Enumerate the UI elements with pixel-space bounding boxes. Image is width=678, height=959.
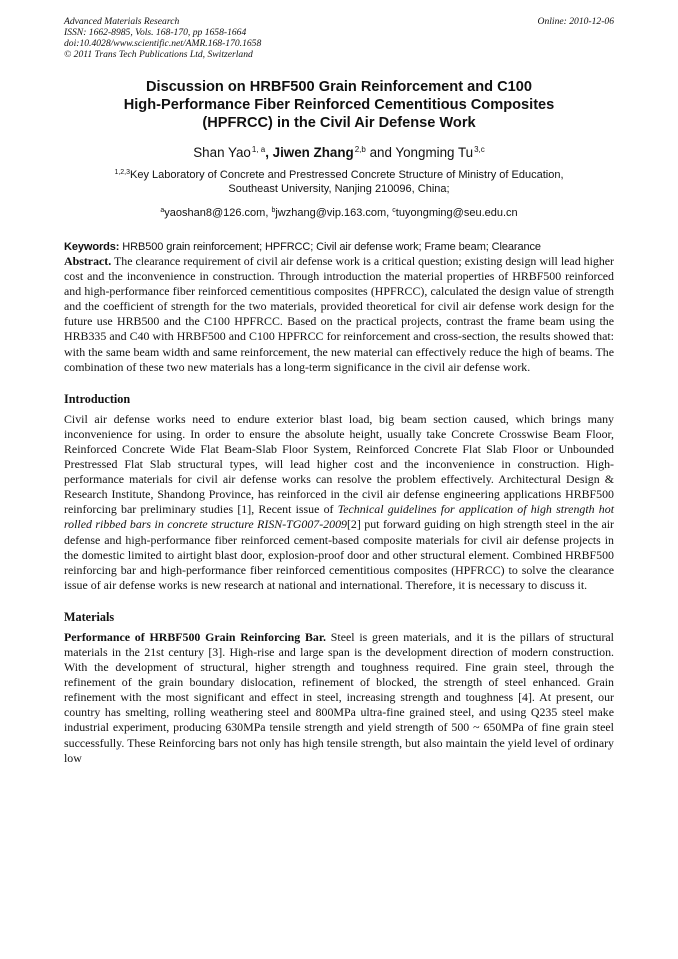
- copyright-line: © 2011 Trans Tech Publications Ltd, Switzerland: [64, 49, 253, 60]
- doi-line: doi:10.4028/www.scientific.net/AMR.168-170.1658: [64, 38, 262, 49]
- author-list: [64, 142, 614, 161]
- affiliation-line-1: Key Laboratory of Concrete and Prestressed Concrete Structure of Ministry of Education,: [130, 169, 564, 181]
- abstract: [64, 254, 614, 375]
- online-date: Online: 2010-12-06: [537, 16, 614, 27]
- intro-text-2: [2] put forward guiding on high strength steel in the air defense and high-performance fiber reinforced cement-based composite materials for civil air defense projects in the domestic limited to airtight blast door, explosion-proof door and other structural element. Combined HRBF500 reinforcing bar and high-performance fiber reinforced cementitious composites (HPFRCC) to solve the clearance issue of air defense works is new research at national and international. Therefore, it is necessary to discuss it.: [64, 517, 615, 592]
- affiliation: [64, 166, 614, 196]
- journal-header: [64, 16, 614, 60]
- journal-name: Advanced Materials Research: [64, 16, 180, 27]
- intro-text-1: Civil air defense works need to endure exterior blast load, big beam section caused, which brings many inconvenience for using. In order to ensure the absolute height, usually take Concrete Crosswise Beam Floor, Reinforced Concrete Wide Flat Beam-Slab Floor System, Reinforced Concrete Flat Slab Floor or Unbounded Prestressed Flat Slab structural types, will lead higher cost and the inconvenience in construction. High-performance materials for civil air defense works can resolve the problem effectively. Architectural Design & Research Institute, Shandong Province, has reinforced in the civil air defense engineering applications HRBF500 reinforcing bar preliminary studies [1], Recent issue of: [64, 411, 614, 517]
- email-a[interactable]: yaoshan8@126.com,: [164, 207, 272, 219]
- title-line-1: Discussion on HRBF500 Grain Reinforcement and C100: [145, 79, 533, 95]
- keywords-label: Keywords:: [64, 241, 120, 253]
- paper-title: [64, 78, 614, 132]
- materials-heading: Materials: [64, 609, 115, 624]
- introduction-heading: Introduction: [64, 391, 131, 406]
- author-1-sup: 1, a: [251, 145, 266, 154]
- materials-paragraph: [64, 630, 614, 766]
- email-b[interactable]: jwzhang@vip.163.com,: [275, 207, 393, 219]
- keywords-text: HRB500 grain reinforcement; HPFRCC; Civil air defense work; Frame beam; Clearance: [119, 241, 541, 253]
- author-1: Shan Yao: [193, 145, 251, 160]
- author-3-sup: 3,c: [474, 145, 485, 154]
- title-line-3: (HPFRCC) in the Civil Air Defense Work: [202, 115, 476, 131]
- title-line-2: High-Performance Fiber Reinforced Cementitious Composites: [123, 97, 555, 113]
- keywords: [64, 240, 614, 254]
- affiliation-sup: 1,2,3: [114, 169, 131, 176]
- author-2-sup: 2,b: [354, 145, 366, 154]
- email-c-sup: c: [392, 207, 396, 214]
- abstract-text: The clearance requirement of civil air defense work is a critical question; existing design will lead higher cost and the inconvenience in construction. Through introduction the material properties of HRBF500 reinforced and high-performance fiber reinforced cementitious composites (HPFRCC), calculated the design value of strength and the coefficient of strength for the two materials, provided theoretical for civil air defense work design for the future use HRB500 and the C100 HPFRCC. Based on the practical projects, contrast the frame beam using the HRB335 and C40 with HRBF500 and C100 HPFRCC for reinforcement and cross-section, the results showed that: with the same beam width and same reinforcement, the new material can effectively reduce the high of beams. The combination of these two new materials has a long-term significance in the civil air defense work.: [64, 254, 614, 374]
- issn-line: ISSN: 1662-8985, Vols. 168-170, pp 1658-1664: [64, 27, 247, 38]
- email-b-sup: b: [271, 207, 276, 214]
- email-c[interactable]: tuyongming@seu.edu.cn: [395, 207, 518, 219]
- intro-italic-reference: Technical guidelines for application of high strength hot rolled ribbed bars in concrete structure RISN-TG007-2009: [64, 502, 615, 532]
- email-a-sup: a: [160, 207, 165, 214]
- materials-lead: Performance of HRBF500 Grain Reinforcing Bar.: [64, 629, 326, 644]
- introduction-paragraph: [64, 412, 614, 593]
- author-sep-2: and Yongming Tu: [365, 145, 474, 160]
- affiliation-line-2: Southeast University, Nanjing 210096, China;: [228, 183, 450, 195]
- abstract-label: Abstract.: [64, 254, 112, 268]
- materials-text: Steel is green materials, and it is the pillars of structural materials in the 21st century [3]. High-rise and large span is the development direction of modern construction. With the development of structural, higher strength and toughness required. Fine grain steel, through the refinement of the grain boundary dislocation, refinement of blocked, the strength of steel enhanced. Grain refinement with the most significant and effect in steel, increasing strength and toughness [4]. At present, our country has smelting, rolling weathering steel and 800MPa ultra-fine grained steel, and using Q235 steel make industrial experiment, producing 630MPa tensile strength and yield strength of 500 ~ 650MPa of fine grain steel successfully. These Reinforcing bars not only has high tensile strength, but also maintain the yield level of ordinary low: [64, 629, 614, 765]
- author-sep-1: , Jiwen Zhang: [265, 145, 354, 160]
- author-emails: [64, 204, 614, 220]
